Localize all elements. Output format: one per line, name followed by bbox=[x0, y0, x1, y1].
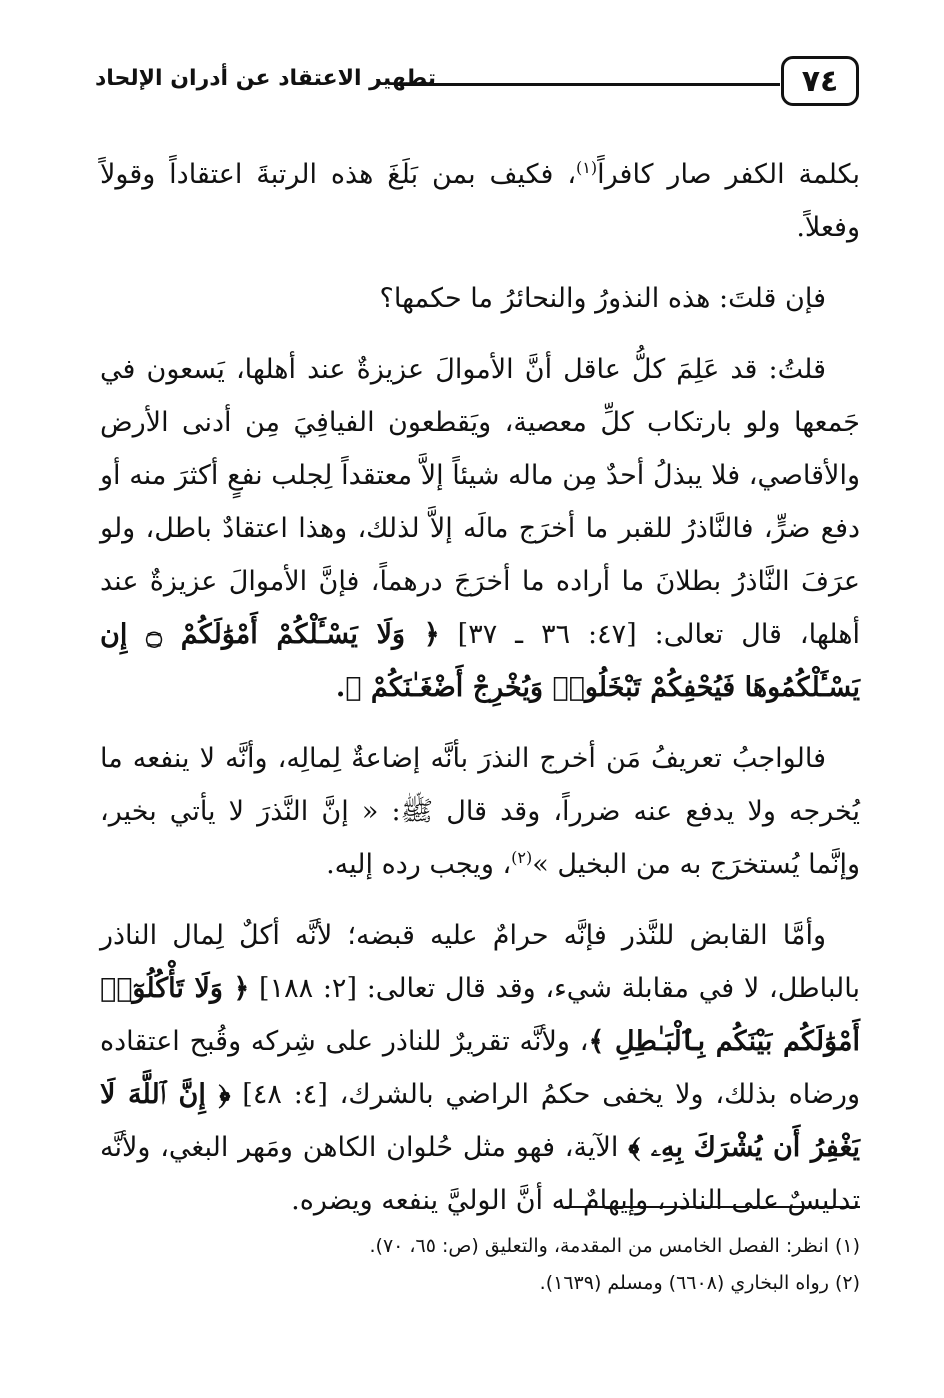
paragraph-5 bbox=[100, 909, 860, 1227]
p4-text-cont: ، ويجب رده إليه. bbox=[326, 849, 512, 880]
p5-text-1: وأمَّا القابض للنَّذر فإنَّه حرامٌ عليه قبضه؛ لأنَّه أكلٌ لِمال الناذر بالباطل، لا في مقابلة شيء، وقد قال تعالى: [٢: ١٨٨] bbox=[100, 920, 860, 1004]
quran-verse-3: ﴿ إِنَّ ٱللَّهَ لَا يَغْفِرُ أَن يُشْرَكَ بِهِۦ ﴾ bbox=[100, 1079, 860, 1163]
p3-text: قلتُ: قد عَلِمَ كلُّ عاقل أنَّ الأموالَ عزيزةٌ عند أهلها، يَسعون في جَمعها ولو بارتكاب كلِّ معصية، ويَقطعون الفيافِيَ مِن أدنى الأرض والأقاصي، فلا يبذلُ أحدٌ مِن ماله شيئاً إلاَّ معتقداً لِجلب نفعٍ أكثرَ منه أو دفع ضرٍّ، فالنَّاذرُ للقبر ما أخرَج مالَه إلاَّ لذلك، وهذا اعتقادٌ باطل، ولو عرَفَ النَّاذرُ بطلانَ ما أراده ما أخرَجَ درهماً، فإنَّ الأموالَ عزيزةٌ عند أهلها، قال تعالى: [٤٧: ٣٦ ـ ٣٧] bbox=[100, 354, 860, 650]
running-title: تطهير الاعتقاد عن أدران الإلحاد bbox=[95, 66, 437, 91]
paragraph-2: فإن قلتَ: هذه النذورُ والنحائرُ ما حكمها؟ bbox=[379, 283, 826, 314]
p1-text-cont: ، فكيف بمن بَلَغَ هذه الرتبةَ اعتقاداً وقولاً وفعلاً. bbox=[100, 159, 860, 243]
paragraph-4 bbox=[100, 732, 860, 891]
page-header bbox=[95, 56, 865, 112]
footnote-1: (١) انظر: الفصل الخامس من المقدمة، والتعليق (ص: ٦٥، ٧٠). bbox=[369, 1235, 860, 1257]
p4-text: فالواجبُ تعريفُ مَن أخرج النذرَ بأنَّه إضاعةٌ لِمالِه، وأنَّه لا ينفعه ما يُخرجه ولا يدفع عنه ضرراً، وقد قال ﷺ: « إنَّ النَّذرَ لا يأتي بخير، وإنَّما يُستخرَج به من البخيل » bbox=[100, 743, 860, 880]
footnote-2: (٢) رواه البخاري (٦٦٠٨) ومسلم (١٦٣٩). bbox=[539, 1272, 860, 1294]
quran-verse-1: ﴿ وَلَا يَسْـَٔلْكُمْ أَمْوَٰلَكُمْ ۝ إِن يَسْـَٔلْكُمُوهَا فَيُحْفِكُمْ تَبْخَلُوا۟ وَيُخْرِجْ أَضْغَـٰنَكُمْ ﴾. bbox=[100, 619, 860, 703]
header-rule bbox=[395, 83, 780, 86]
page-number: ٧٤ bbox=[781, 56, 859, 106]
p5-text-3: الآية، فهو مثل حُلوان الكاهن ومَهر البغي، ولأنَّه تدليسٌ على الناذر، وإيهامٌ له أنَّ الوليَّ ينفعه ويضره. bbox=[100, 1132, 860, 1216]
p1-text: بكلمة الكفر صار كافراً bbox=[597, 159, 860, 190]
paragraph-1 bbox=[100, 148, 860, 254]
footnote-separator bbox=[565, 1206, 860, 1208]
footnote-ref-1: (١) bbox=[576, 158, 598, 177]
footnote-ref-2: (٢) bbox=[511, 848, 533, 867]
p5-text-2: ، ولأنَّه تقريرٌ للناذر على شِركه وقُبح اعتقاده ورضاه بذلك، ولا يخفى حكمُ الراضي بالشرك، [٤: ٤٨] bbox=[100, 1026, 860, 1110]
main-text bbox=[100, 148, 860, 1227]
paragraph-3 bbox=[100, 343, 860, 714]
footnotes bbox=[300, 1228, 860, 1302]
quran-verse-2: ﴿ وَلَا تَأْكُلُوٓا۟ أَمْوَٰلَكُم بَيْنَكُم بِٱلْبَـٰطِلِ ﴾ bbox=[100, 973, 860, 1057]
